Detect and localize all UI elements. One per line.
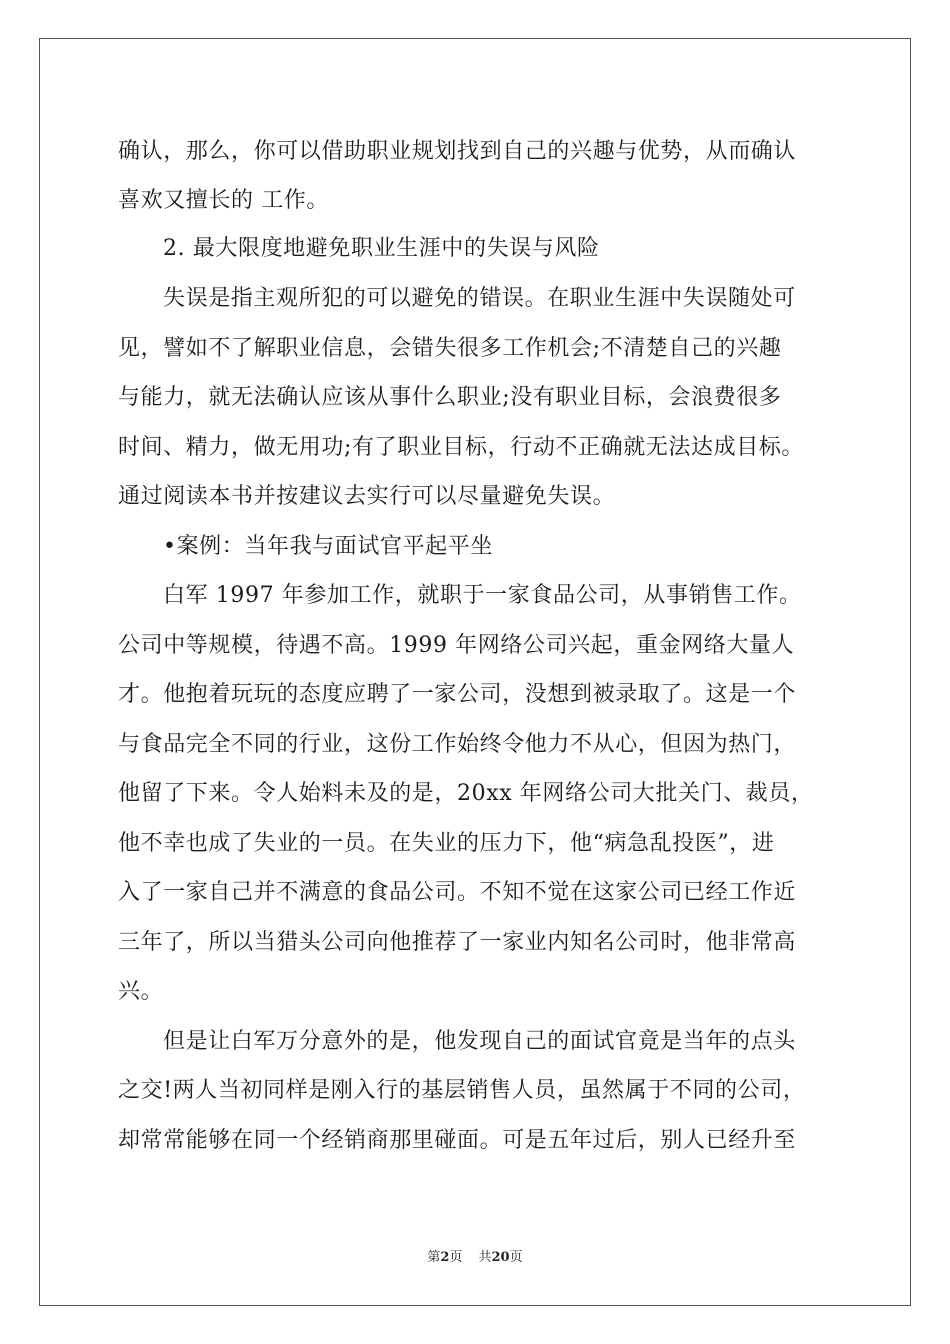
text-line: 公司中等规模，待遇不高。1999 年网络公司兴起，重金网络大量人	[118, 633, 795, 658]
page-label-prefix: 第	[427, 1250, 441, 1265]
total-label-prefix: 共	[478, 1250, 492, 1265]
total-pages: 20	[491, 1250, 510, 1265]
total-label-suffix: 页	[509, 1250, 523, 1265]
text-line: 入了一家自己并不满意的食品公司。不知不觉在这家公司已经工作近	[118, 880, 797, 905]
text-line: 三年了，所以当猎头公司向他推荐了一家业内知名公司时，他非常高	[118, 930, 797, 955]
text-line: 白军 1997 年参加工作，就职于一家食品公司，从事销售工作。	[163, 583, 802, 608]
text-line: 与食品完全不同的行业，这份工作始终令他力不从心，但因为热门，	[118, 732, 797, 757]
page-number: 2	[440, 1250, 450, 1265]
text-line: 兴。	[118, 979, 164, 1004]
text-line: 喜欢又擅长的 工作。	[118, 188, 329, 213]
text-line: 失误是指主观所犯的可以避免的错误。在职业生涯中失误随处可	[163, 286, 796, 311]
page-border	[39, 38, 911, 1306]
text-line: 时间、精力，做无用功;有了职业目标，行动不正确就无法达成目标。	[118, 435, 805, 460]
text-line: 他留了下来。令人始料未及的是，20xx 年网络公司大批关门、裁员，	[118, 781, 814, 806]
text-line: 见，譬如不了解职业信息，会错失很多工作机会;不清楚自己的兴趣	[118, 336, 782, 361]
text-line: 之交!两人当初同样是刚入行的基层销售人员，虽然属于不同的公司，	[118, 1078, 806, 1103]
page-footer	[0, 1249, 950, 1267]
text-line: 才。他抱着玩玩的态度应聘了一家公司，没想到被录取了。这是一个	[118, 682, 797, 707]
section-heading: 2. 最大限度地避免职业生涯中的失误与风险	[163, 236, 600, 261]
case-heading: •案例：当年我与面试官平起平坐	[163, 534, 493, 559]
text-line: 确认，那么，你可以借助职业规划找到自己的兴趣与优势，从而确认	[118, 139, 797, 164]
text-line: 却常常能够在同一个经销商那里碰面。可是五年过后，别人已经升至	[118, 1128, 797, 1153]
page-label-suffix: 页	[449, 1250, 463, 1265]
text-line: 与能力，就无法确认应该从事什么职业;没有职业目标，会浪费很多	[118, 385, 782, 410]
text-line: 他不幸也成了失业的一员。在失业的压力下，他“病急乱投医”，进	[118, 831, 775, 856]
text-line: 但是让白军万分意外的是，他发现自己的面试官竟是当年的点头	[163, 1029, 796, 1054]
text-line: 通过阅读本书并按建议去实行可以尽量避免失误。	[118, 484, 616, 509]
